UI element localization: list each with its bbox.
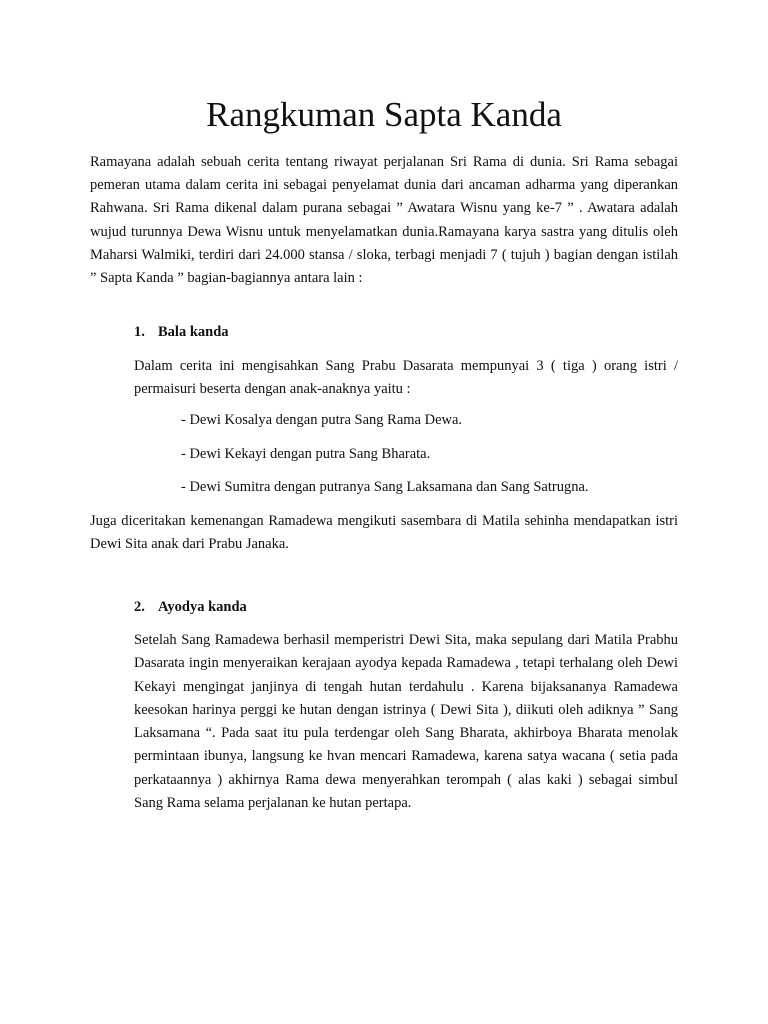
- section-paragraph: Dalam cerita ini mengisahkan Sang Prabu Dasarata mempunyai 3 ( tiga ) orang istri / permaisuri beserta dengan anak-anaknya yaitu :: [134, 358, 678, 398]
- section-heading-ayodya-kanda: [134, 597, 247, 617]
- section-number: 2.: [134, 599, 145, 615]
- section-paragraph: Setelah Sang Ramadewa berhasil memperistri Dewi Sita, maka sepulang dari Matila Prabhu Dasarata ingin menyeraikan kerajaan ayodya kepada Ramadewa , tetapi terhalang oleh Dewi Kekayi mengingat janjinya di tengah hutan terdahulu . Karena bijaksananya Ramadewa keesokan harinya perggi ke hutan dengan istrinya ( Dewi Sita ), diikuti oleh adiknya ” Sang Laksamana “. Pada saat itu pula terdengar oleh Sang Bharata, akhirboya Bharata menolak permintaan ibunya, langsung ke hvan mencari Ramadewa, karena satya wacana ( setia pada perkataannya ) akhirnya Rama dewa menyerahkan terompah ( alas kaki ) sebagai simbul Sang Rama selama perjalanan ke hutan pertapa.: [134, 632, 678, 812]
- list-item: - Dewi Sumitra dengan putranya Sang Laksamana dan Sang Satrugna.: [181, 479, 589, 495]
- section-number: 1.: [134, 324, 145, 340]
- section-title: Bala kanda: [158, 324, 229, 340]
- list-item: - Dewi Kosalya dengan putra Sang Rama Dewa.: [181, 412, 463, 428]
- list-item: - Dewi Kekayi dengan putra Sang Bharata.: [181, 446, 431, 462]
- section-heading-bala-kanda: [134, 322, 229, 342]
- section-title: Ayodya kanda: [158, 599, 247, 615]
- section-closing-paragraph: Juga diceritakan kemenangan Ramadewa mengikuti sasembara di Matila sehinha mendapatkan istri Dewi Sita anak dari Prabu Janaka.: [90, 513, 678, 553]
- document-title: Rangkuman Sapta Kanda: [206, 95, 562, 134]
- intro-paragraph: Ramayana adalah sebuah cerita tentang riwayat perjalanan Sri Rama di dunia. Sri Rama sebagai pemeran utama dalam cerita ini sebagai penyelamat dunia dari ancaman adharma yang diperankan Rahwana. Sri Rama dikenal dalam purana sebagai ” Awatara Wisnu yang ke-7 ” . Awatara adalah wujud turunnya Dewa Wisnu untuk menyelamatkan dunia.Ramayana karya sastra yang ditulis oleh Maharsi Walmiki, terdiri dari 24.000 stansa / sloka, terbagi menjadi 7 ( tujuh ) bagian dengan istilah ” Sapta Kanda ” bagian-bagiannya antara lain :: [90, 154, 678, 287]
